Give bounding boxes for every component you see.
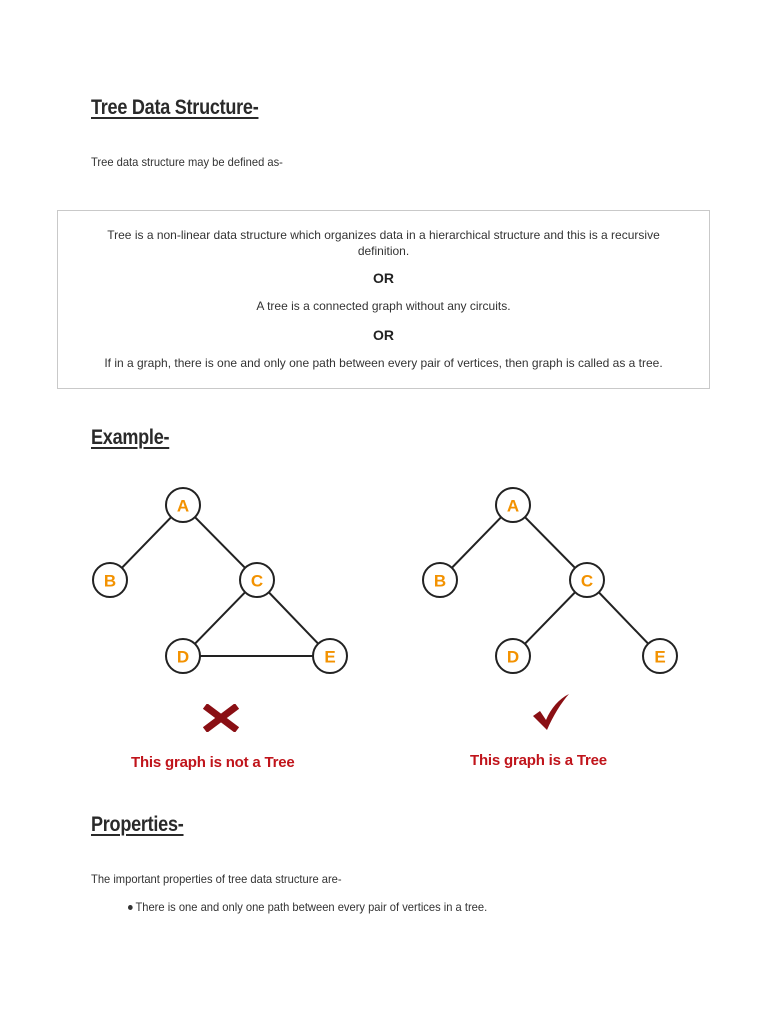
list-item-text: There is one and only one path between every pair of vertices in a tree. (135, 900, 488, 914)
definition-line-1: Tree is a non-linear data structure which organizes data in a hierarchical structure and this is a recursive (107, 228, 660, 242)
svg-text:E: E (654, 647, 666, 667)
checkmark-icon (531, 692, 571, 732)
node-e (313, 639, 347, 673)
svg-text:A: A (176, 496, 190, 516)
node-a (166, 488, 200, 522)
node-d (496, 639, 530, 673)
svg-text:B: B (103, 571, 117, 591)
definition-box (57, 210, 710, 389)
node-e (643, 639, 677, 673)
node-b (423, 563, 457, 597)
svg-text:E: E (324, 647, 336, 667)
svg-text:B: B (433, 571, 447, 591)
node-d (166, 639, 200, 673)
heading-tree-data-structure: Tree Data Structure- (91, 96, 259, 119)
definition-line-2: A tree is a connected graph without any circuits. (256, 299, 511, 313)
svg-text:C: C (580, 571, 594, 591)
svg-text:C: C (250, 571, 264, 591)
properties-intro: The important properties of tree data structure are- (91, 872, 342, 886)
svg-text:D: D (176, 647, 190, 667)
graph-tree (410, 475, 700, 685)
intro-text: Tree data structure may be defined as- (91, 155, 283, 169)
bullet-icon (128, 905, 133, 910)
svg-text:D: D (506, 647, 520, 667)
graph-not-tree (80, 475, 370, 685)
list-item (128, 900, 487, 914)
node-c (570, 563, 604, 597)
caption-not-tree: This graph is not a Tree (131, 754, 295, 771)
heading-properties: Properties- (91, 813, 184, 836)
caption-tree: This graph is a Tree (470, 752, 607, 769)
node-b (93, 563, 127, 597)
svg-text:A: A (506, 496, 520, 516)
node-c (240, 563, 274, 597)
cross-icon (203, 704, 239, 732)
node-a (496, 488, 530, 522)
or-separator-2: OR (373, 327, 394, 343)
or-separator-1: OR (373, 270, 394, 286)
definition-line-1-continued: definition. (357, 244, 410, 258)
definition-line-3: If in a graph, there is one and only one path between every pair of vertices, then graph is called as a tree. (104, 356, 663, 370)
heading-example: Example- (91, 426, 170, 449)
